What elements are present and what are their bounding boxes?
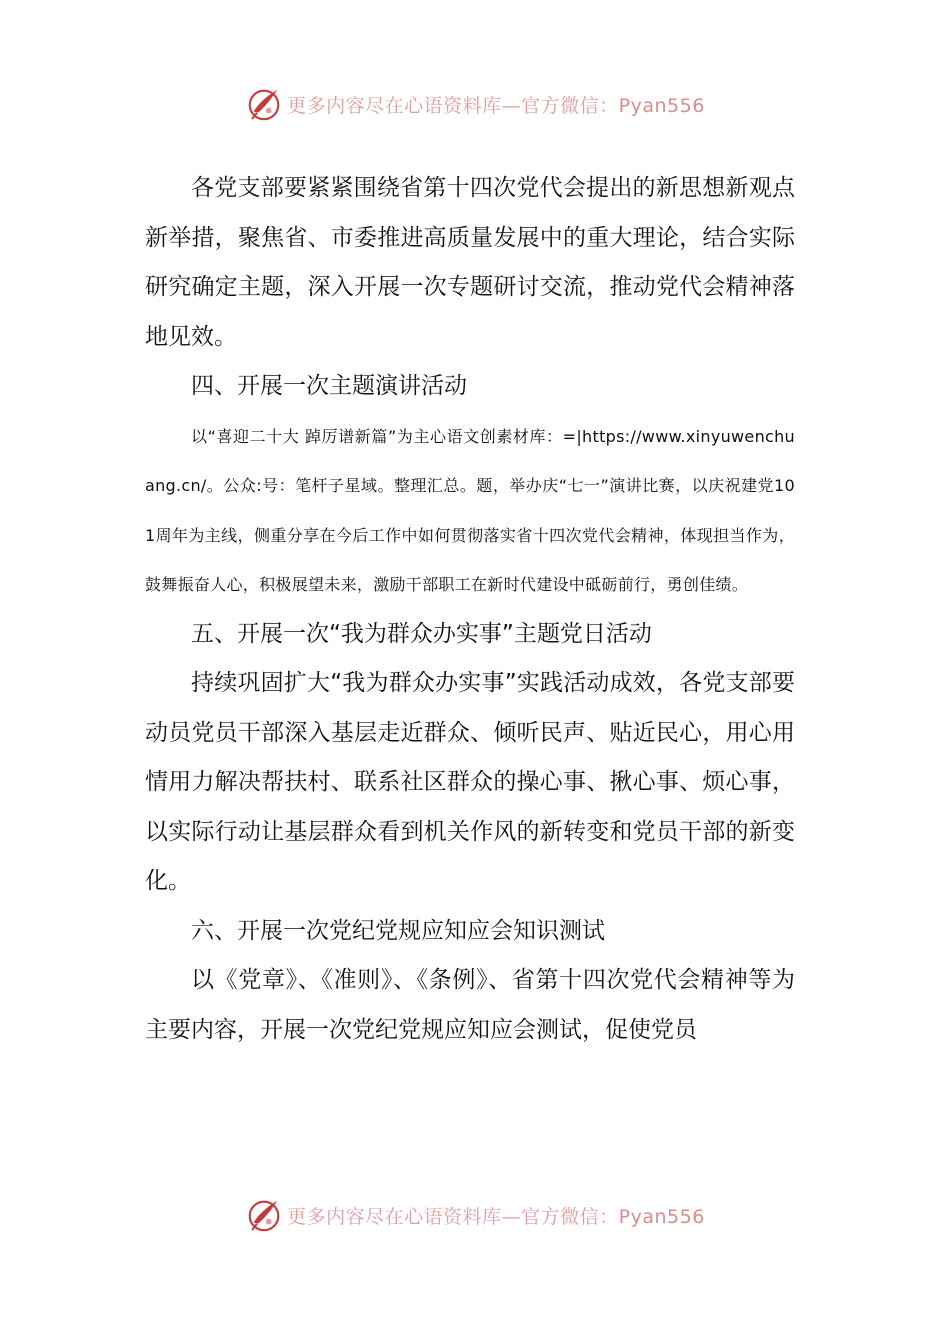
quill-ink-logo-icon [245,85,283,123]
paragraph-study-exchange: 各党支部要紧紧围绕省第十四次党代会提出的新思想新观点新举措，聚焦省、市委推进高质量发展中的重大理论，结合实际研究确定主题，深入开展一次专题研讨交流，推动党代会精神落地见效。 [145,175,795,350]
heading-speech-activity: 四、开展一次主题演讲活动 [191,373,467,399]
heading-party-day-activity: 五、开展一次“我为群众办实事”主题党日活动 [191,620,652,647]
quill-ink-logo-icon [245,1196,283,1234]
watermark-wechat-id: Pyan556 [618,1205,705,1228]
paragraph-serve-the-masses: 持续巩固扩大“我为群众办实事”实践活动成效，各党支部要动员党员干部深入基层走近群众、倾听民声、贴近民心，用心用情用力解决帮扶村、联系社区群众的操心事、揪心事、烦心事，以实际行动让基层群众看到机关作风的新转变和党员干部的新变化。 [145,670,795,894]
watermark-wechat-id: Pyan556 [618,94,705,117]
header-watermark [0,82,950,126]
document-body [145,164,795,1055]
watermark-text: 更多内容尽在心语资料库—官方微信： [287,1205,619,1228]
heading-knowledge-test: 六、开展一次党纪党规应知应会知识测试 [191,917,605,944]
footer-watermark [0,1193,950,1237]
watermark-text: 更多内容尽在心语资料库—官方微信： [287,94,619,117]
paragraph-knowledge-test: 以《党章》、《准则》、《条例》、省第十四次党代会精神等为主要内容，开展一次党纪党规应知应会测试，促使党员 [145,967,795,1043]
paragraph-speech-contest: 以“喜迎二十大 踔厉谱新篇”为主心语文创素材库：=|https://www.xinyuwenchuang.cn/。公众:号：笔杆子星域。整理汇总。题，举办庆“七一”演讲比赛，以庆祝建党101周年为主线，侧重分享在今后工作中如何贯彻落实省十四次党代会精神，体现担当作为，鼓舞振奋人心，积极展望未来，激励干部职工在新时代建设中砥砺前行，勇创佳绩。 [145,426,795,594]
